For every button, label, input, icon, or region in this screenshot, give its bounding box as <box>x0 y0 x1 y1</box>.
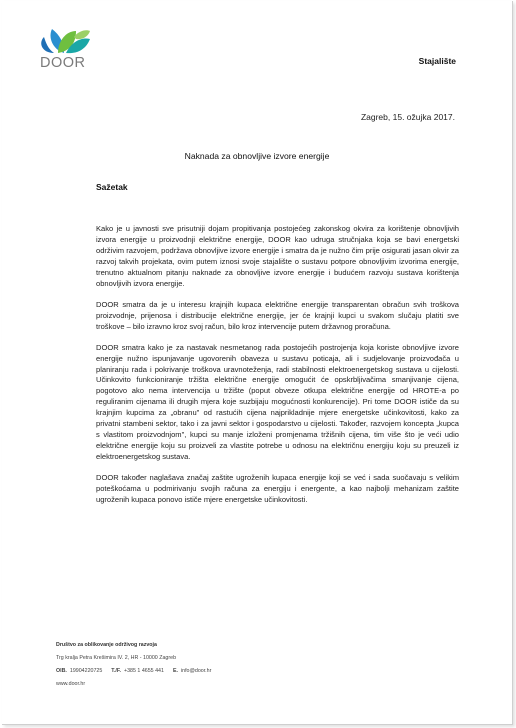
logo-text: DOOR <box>40 55 86 71</box>
footer-website-link[interactable]: www.door.hr <box>56 681 86 687</box>
oib-label: OIB. <box>56 668 67 674</box>
leaf-logo-icon <box>36 27 96 55</box>
footer-org: Društvo za oblikovanje održivog razvoja <box>56 642 157 648</box>
email-label: E. <box>172 668 178 674</box>
footer-address: Trg kralja Petra Krešimira IV. 2, HR - 10000 Zagreb <box>56 655 177 661</box>
paragraph: DOOR također naglašava značaj zaštite ugroženih kupaca energije koji se već i sada suočavaju s velikim poteškoćama u podmirivanju svojih računa za energiju i energente, a kao najbolji mehanizam zaštite ugroženih kupaca ponovo ističe mjere energetske učinkovitosti. <box>96 473 459 504</box>
document-date: Zagreb, 15. ožujka 2017. <box>360 112 455 122</box>
section-heading: Sažetak <box>96 182 128 192</box>
paragraph: DOOR smatra kako je za nastavak nesmetanog rada postojećih postrojenja koja koriste obnovljive izvore energije nužno ispunjavanje ugovorenih obaveza u sustavu poticaja, ali i sudjelovanje proizvođača u planiranju rada i pokrivanje troškova uravnoteženja, radi stabilnosti elektroenergetskog sustava u cijelosti. Učinkovito funkcioniranje tržišta električne energije omogućit će opskrbljivačima smanjivanje cijena, pogotovo ako nema intervencija u tržište (poput obveze otkupa električne energije od HROTE-a po reguliranim cijenama ili drugih mjera koje suzbijaju mogućnosti konkurencije). Pri tome DOOR ističe da su krajnjim kupcima za „obranu" od rastućih cijena najprikladnije mjere energetske učinkovitosti, kako za privatni stambeni sektor, tako i za javni sektor i gospodarstvo u cijelosti. Također, razvojem koncepta „kupca s vlastitom proizvodnjom", kupci su manje izloženi promjenama tržišnih cijena, tim više što je veći udio električne energije koju su proizveli za vlastite potrebe u odnosu na električnu energiju koju su preuzeli iz elektroenergetskog sustava. <box>96 342 459 461</box>
document-page <box>2 1 513 725</box>
footer <box>56 642 211 688</box>
email-link[interactable]: info@door.hr <box>180 668 212 674</box>
paragraph: Kako je u javnosti sve prisutniji dojam propitivanja postojećeg zakonskog okvira za korištenje obnovljivih izvora energije u proizvodnji električne energije, DOOR kao udruga stručnjaka koja se bavi energetski održivim razvojem, podržava obnovljive izvore energije i smatra da je nužno čim prije osigurati jasan okvir za razvoj takvih projekata, ovim putem iznosi svoje stajalište o sustavu potpore obnovljivim izvorima energije, trenutno aktualnom pitanju naknade za obnovljive izvore energije i budućem razvoju sustava korištenja obnovljivih izvora energije. <box>96 224 459 288</box>
tel-value: +385 1 4655 441 <box>124 668 164 674</box>
paragraph: DOOR smatra da je u interesu krajnjih kupaca električne energije transparentan obračun svih troškova proizvodnje, prijenosa i distribucije električne energije, jer će krajnji kupci u svakom slučaju platiti sve troškove – bilo izravno kroz svoj račun, bilo kroz intervencije putem državnog proračuna. <box>96 299 459 331</box>
tel-label: T./F. <box>111 668 122 674</box>
document-type: Stajalište <box>418 56 456 66</box>
footer-contacts <box>56 668 211 675</box>
body-text <box>96 224 459 516</box>
oib-value: 19904220725 <box>69 668 103 674</box>
document-title: Naknada za obnovljive izvore energije <box>184 151 330 161</box>
